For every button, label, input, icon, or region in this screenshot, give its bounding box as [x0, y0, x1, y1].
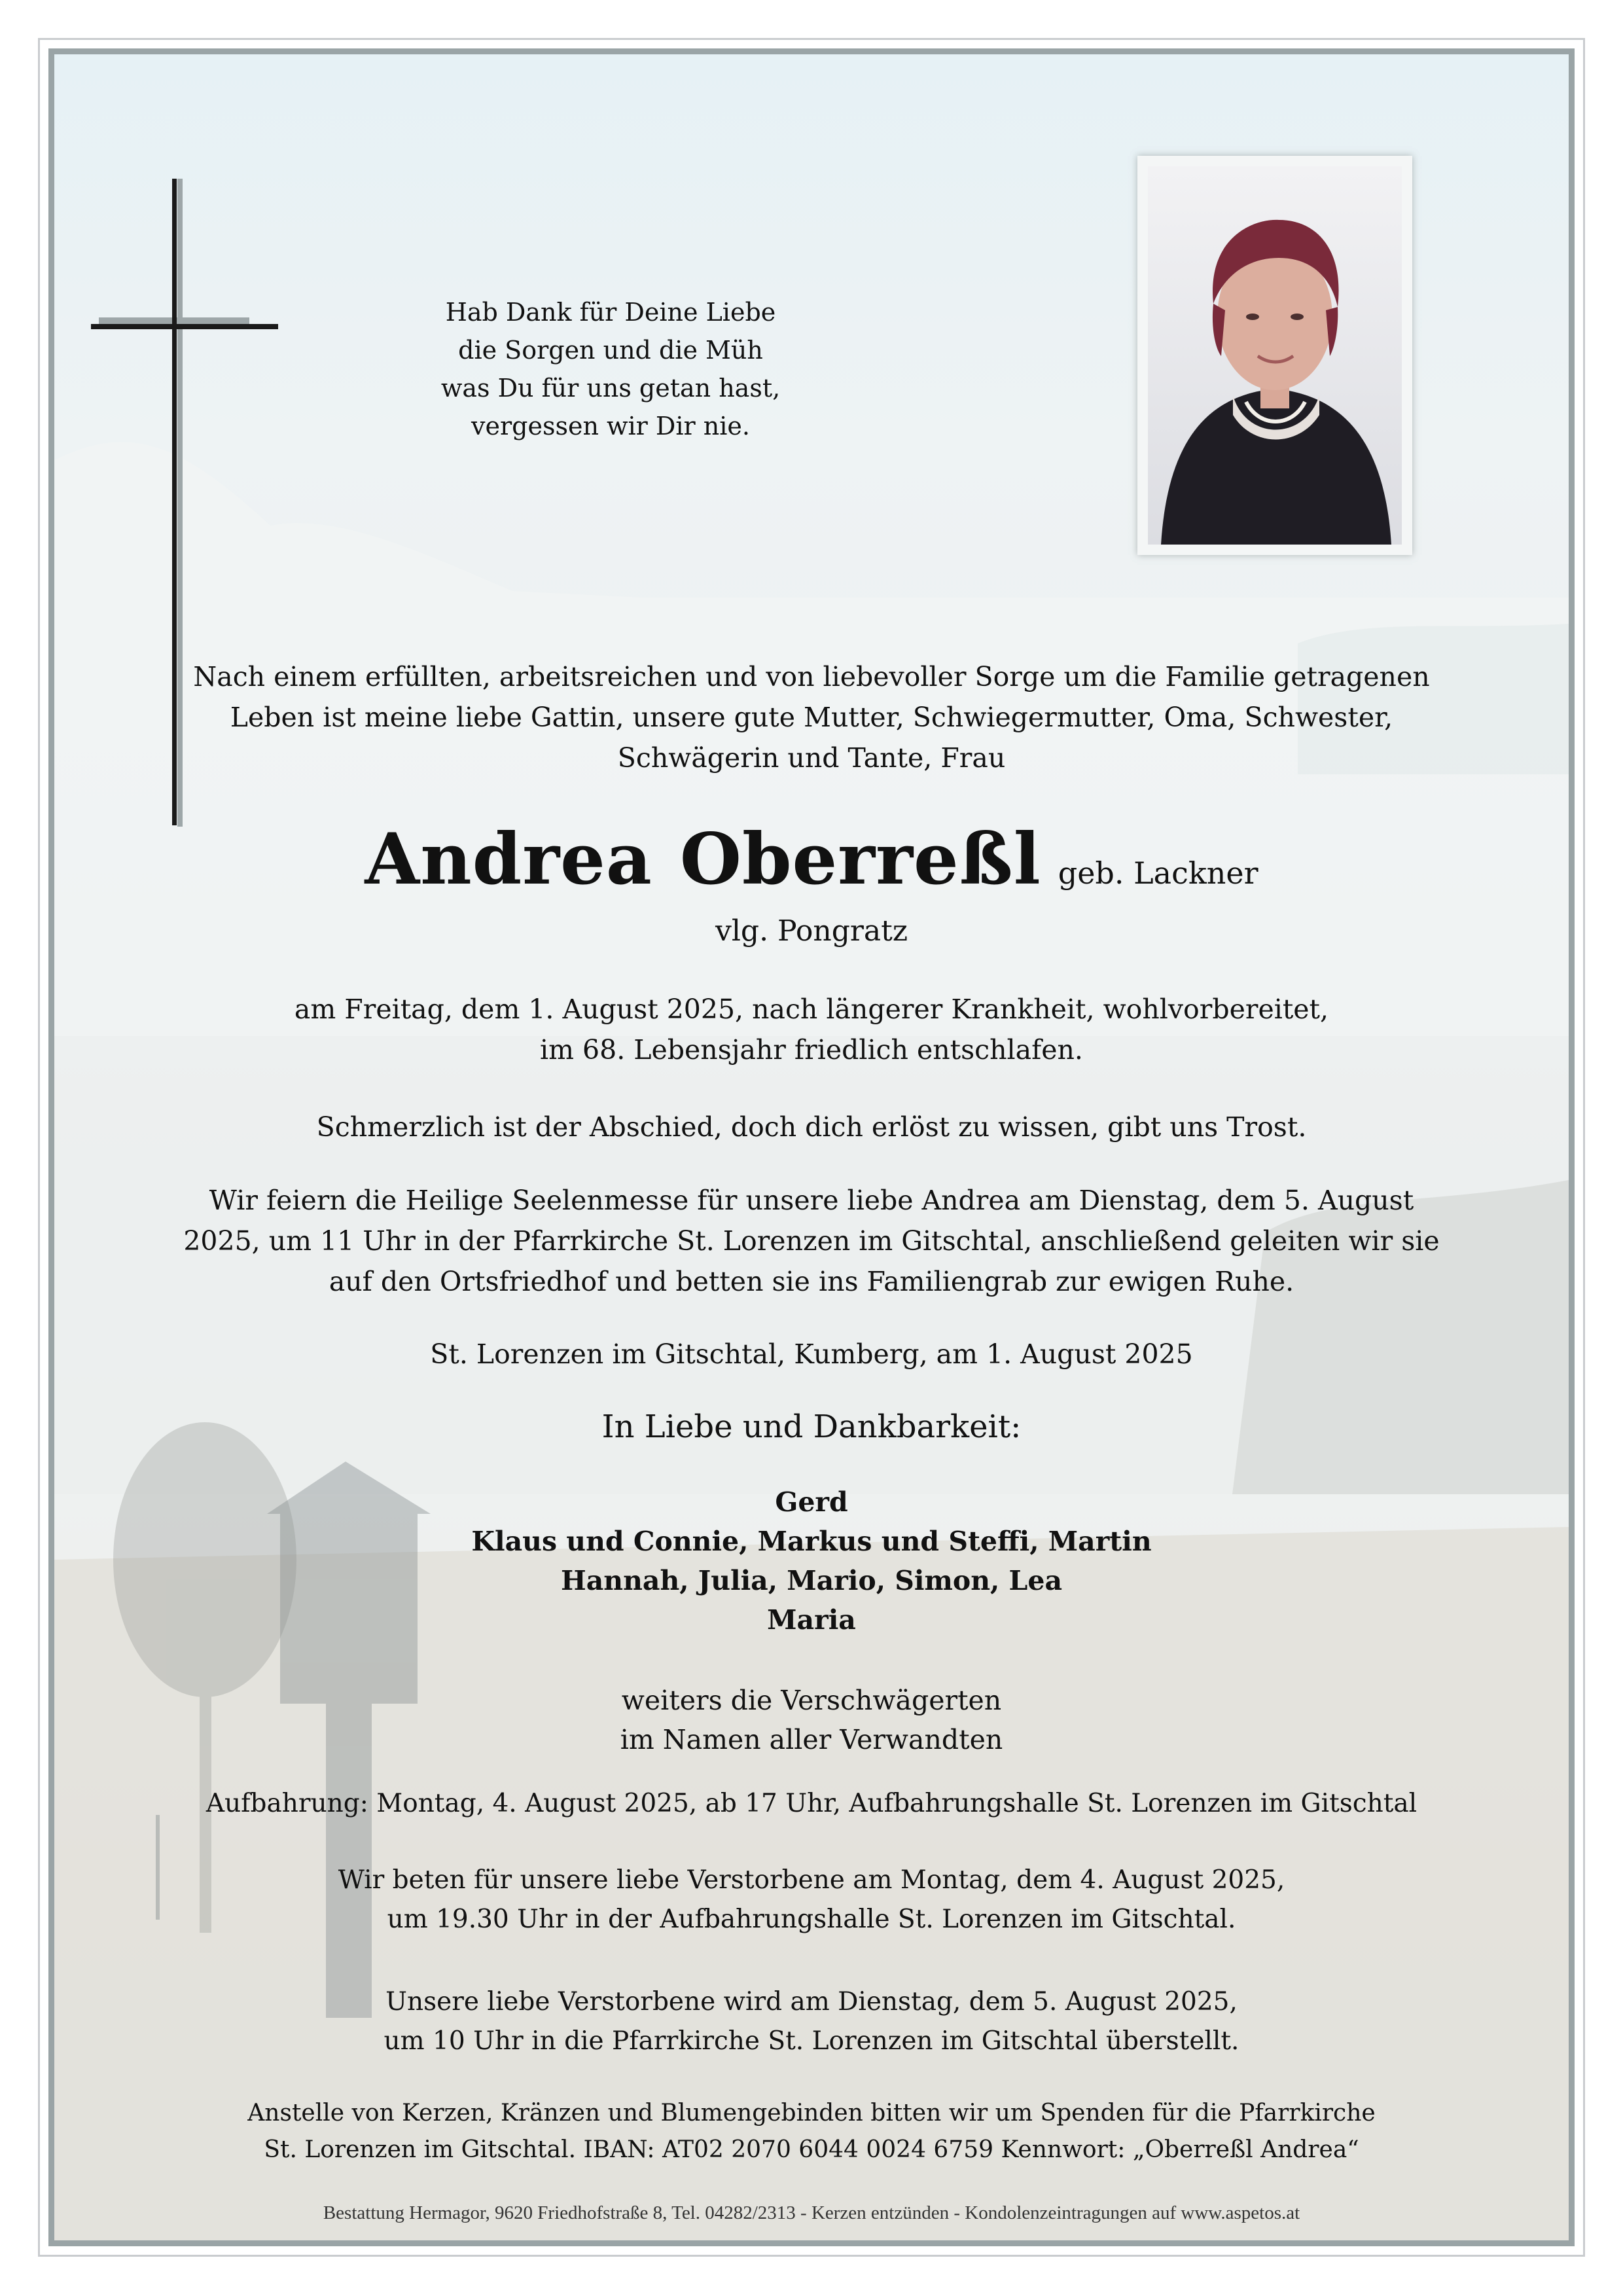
verse-line: Hab Dank für Deine Liebe: [445, 298, 776, 327]
relatives-text: [54, 1681, 1569, 1759]
memorial-verse: [382, 293, 840, 445]
mass-line: auf den Ortsfriedhof und betten sie ins Familiengrab zur ewigen Ruhe.: [329, 1266, 1294, 1297]
intro-text: [54, 656, 1569, 778]
cross-horizontal-beam: [91, 324, 278, 329]
transfer-line: Unsere liebe Verstorbene wird am Dienstag, dem 5. August 2025,: [385, 1987, 1238, 2017]
vulgo-name: vlg. Pongratz: [715, 914, 908, 948]
death-notice: [54, 989, 1569, 1070]
donation-line: Anstelle von Kerzen, Kränzen und Blumengebinden bitten wir um Spenden für die Pfarrkirche: [247, 2100, 1376, 2126]
verse-line: vergessen wir Dir nie.: [471, 412, 750, 440]
birth-name: geb. Lackner: [1058, 855, 1258, 891]
comfort-text: Schmerzlich ist der Abschied, doch dich erlöst zu wissen, gibt uns Trost.: [316, 1111, 1307, 1143]
portrait-photo: [1137, 156, 1412, 555]
donation-notice: [54, 2095, 1569, 2168]
deceased-full-name: [365, 818, 1041, 901]
first-name: Andrea: [365, 818, 652, 901]
family-list: [54, 1482, 1569, 1640]
prayer-line: um 19.30 Uhr in der Aufbahrungshalle St. Lorenzen im Gitschtal.: [387, 1905, 1236, 1934]
family-line: Maria: [767, 1604, 856, 1636]
mass-notice: [54, 1180, 1569, 1302]
intro-line: Leben ist meine liebe Gattin, unsere gute Mutter, Schwiegermutter, Oma, Schwester,: [230, 702, 1393, 733]
verse-line: die Sorgen und die Müh: [458, 336, 763, 365]
family-line: Gerd: [775, 1486, 848, 1518]
death-line: am Freitag, dem 1. August 2025, nach längerer Krankheit, wohlvorbereitet,: [294, 994, 1329, 1025]
last-name: Oberreßl: [679, 818, 1041, 901]
intro-line: Schwägerin und Tante, Frau: [617, 742, 1006, 774]
viewing-notice: Aufbahrung: Montag, 4. August 2025, ab 17 Uhr, Aufbahrungshalle St. Lorenzen im Gitschtal: [205, 1789, 1418, 1818]
family-line: Klaus und Connie, Markus und Steffi, Martin: [471, 1526, 1152, 1557]
prayer-notice: [54, 1861, 1569, 1939]
deceased-name: [54, 817, 1569, 916]
portrait-image: [1148, 166, 1402, 545]
notice-card: [48, 48, 1575, 2246]
relatives-line: im Namen aller Verwandten: [620, 1724, 1003, 1755]
death-line: im 68. Lebensjahr friedlich entschlafen.: [540, 1034, 1083, 1066]
closing-heading: In Liebe und Dankbarkeit:: [601, 1408, 1022, 1445]
verse-line: was Du für uns getan hast,: [440, 374, 781, 403]
transfer-notice: [54, 1982, 1569, 2061]
relatives-line: weiters die Verschwägerten: [621, 1685, 1002, 1716]
donation-line: St. Lorenzen im Gitschtal. IBAN: AT02 2070 6044 0024 6759 Kennwort: „Oberreßl Andrea“: [264, 2136, 1359, 2163]
prayer-line: Wir beten für unsere liebe Verstorbene am Montag, dem 4. August 2025,: [338, 1865, 1285, 1895]
place-date: St. Lorenzen im Gitschtal, Kumberg, am 1. August 2025: [430, 1338, 1193, 1370]
transfer-line: um 10 Uhr in die Pfarrkirche St. Lorenzen im Gitschtal überstellt.: [383, 2026, 1240, 2056]
family-line: Hannah, Julia, Mario, Simon, Lea: [560, 1565, 1063, 1596]
intro-line: Nach einem erfüllten, arbeitsreichen und von liebevoller Sorge um die Familie getragenen: [193, 661, 1430, 692]
funeral-home-footer: Bestattung Hermagor, 9620 Friedhofstraße 8, Tel. 04282/2313 - Kerzen entzünden - Kondolenzeintragungen auf www.aspetos.at: [323, 2202, 1300, 2223]
mass-line: Wir feiern die Heilige Seelenmesse für unsere liebe Andrea am Dienstag, dem 5. August: [209, 1185, 1414, 1216]
mass-line: 2025, um 11 Uhr in der Pfarrkirche St. Lorenzen im Gitschtal, anschließend geleiten wir sie: [183, 1225, 1440, 1257]
